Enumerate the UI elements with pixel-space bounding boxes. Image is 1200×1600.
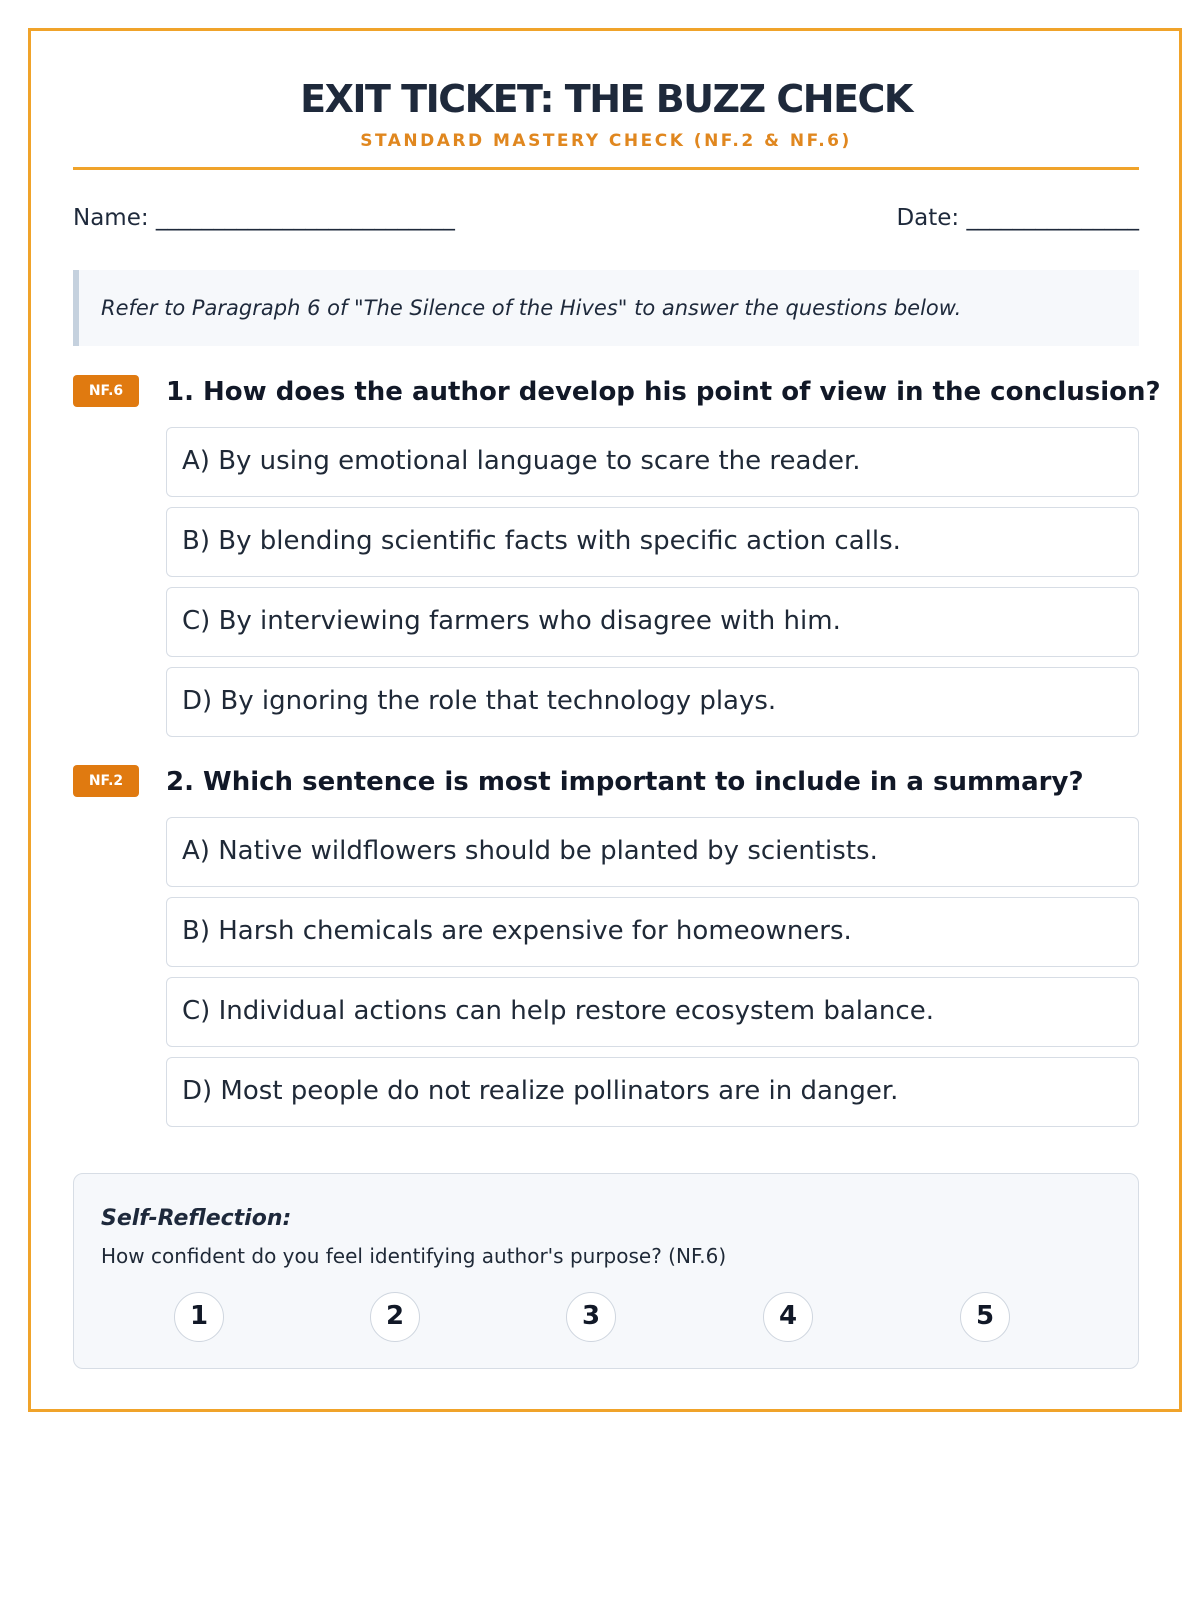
answer-option-b[interactable]: B) By blending scientific facts with specific action calls. <box>166 507 1139 577</box>
confidence-option-4[interactable]: 4 <box>763 1292 813 1342</box>
reflection-title: Self-Reflection: <box>101 1206 292 1231</box>
confidence-option-1[interactable]: 1 <box>174 1292 224 1342</box>
confidence-option-3[interactable]: 3 <box>566 1292 616 1342</box>
date-field[interactable]: Date: _______________ <box>896 205 1139 231</box>
page-title: EXIT TICKET: THE BUZZ CHECK <box>300 77 912 121</box>
page-subtitle: STANDARD MASTERY CHECK (NF.2 & NF.6) <box>360 131 852 151</box>
reflection-question: How confident do you feel identifying author's purpose? (NF.6) <box>101 1244 727 1268</box>
answer-option-c[interactable]: C) Individual actions can help restore ecosystem balance. <box>166 977 1139 1047</box>
question-text: 2. Which sentence is most important to include in a summary? <box>166 767 1084 797</box>
answer-option-a[interactable]: A) Native wildflowers should be planted by scientists. <box>166 817 1139 887</box>
confidence-option-2[interactable]: 2 <box>370 1292 420 1342</box>
instruction-callout: Refer to Paragraph 6 of "The Silence of the Hives" to answer the questions below. <box>73 270 1139 346</box>
question-text: 1. How does the author develop his point of view in the conclusion? <box>166 377 1161 407</box>
answer-option-d[interactable]: D) Most people do not realize pollinators are in danger. <box>166 1057 1139 1127</box>
student-info-row <box>73 205 1139 231</box>
answer-option-a[interactable]: A) By using emotional language to scare the reader. <box>166 427 1139 497</box>
ticket-header <box>73 31 1139 170</box>
standard-badge: NF.6 <box>73 375 139 407</box>
standard-badge: NF.2 <box>73 765 139 797</box>
answer-option-d[interactable]: D) By ignoring the role that technology plays. <box>166 667 1139 737</box>
name-field[interactable]: Name: __________________________ <box>73 205 455 231</box>
self-reflection-panel <box>73 1173 1139 1369</box>
confidence-option-5[interactable]: 5 <box>960 1292 1010 1342</box>
answer-option-c[interactable]: C) By interviewing farmers who disagree with him. <box>166 587 1139 657</box>
answer-option-b[interactable]: B) Harsh chemicals are expensive for homeowners. <box>166 897 1139 967</box>
exit-ticket <box>28 28 1182 1412</box>
confidence-scale <box>74 1292 1138 1346</box>
